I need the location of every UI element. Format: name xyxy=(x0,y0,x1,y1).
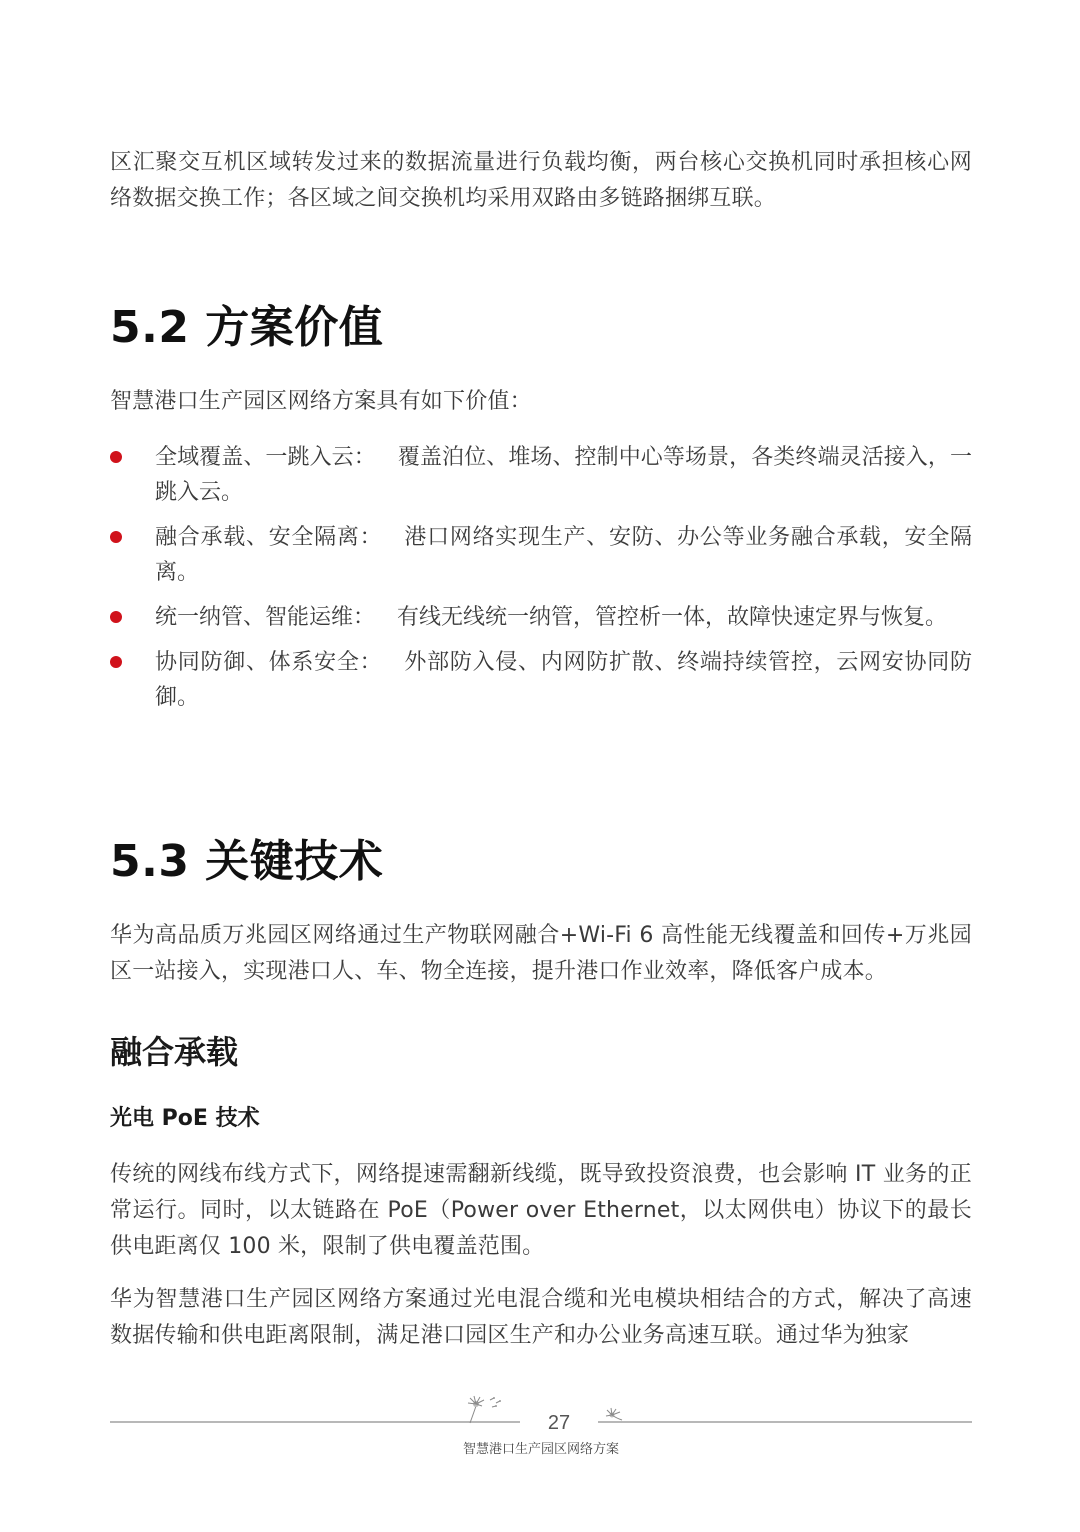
section-5-2-heading: 5.2 方案价值 xyxy=(110,302,384,353)
bullet-dot-icon xyxy=(110,451,122,463)
page-number: 27 xyxy=(547,1412,571,1434)
bullet-term: 全域覆盖、一跳入云： xyxy=(155,445,376,470)
section-5-3-heading: 5.3 关键技术 xyxy=(110,836,384,887)
bullet-item xyxy=(110,645,972,715)
bullet-item xyxy=(110,520,972,590)
bullet-text: 覆盖泊位、堆场、控制中心等场景，各类终端灵活接入，一跳入云。 xyxy=(155,445,972,505)
bullet-item xyxy=(110,440,972,510)
section-5-3-intro: 华为高品质万兆园区网络通过生产物联网融合+Wi-Fi 6 高性能无线覆盖和回传+万兆园区一站接入，实现港口人、车、物全连接，提升港口作业效率，降低客户成本。 xyxy=(110,923,972,984)
seed-icon xyxy=(602,1406,626,1422)
bullet-term: 协同防御、体系安全： xyxy=(155,650,383,675)
bullet-term: 统一纳管、智能运维： xyxy=(155,605,376,630)
bullet-item xyxy=(110,600,972,635)
poe-paragraph-1: 传统的网线布线方式下，网络提速需翻新线缆，既导致投资浪费，也会影响 IT 业务的正常运行。同时，以太链路在 PoE（Power over Ethernet，以太网供电）协议下的最长供电距离仅 100 米，限制了供电覆盖范围。 xyxy=(110,1162,972,1259)
footer-doc-title: 智慧港口生产园区网络方案 xyxy=(462,1442,619,1457)
bullet-term: 融合承载、安全隔离： xyxy=(155,525,383,550)
continuation-paragraph: 区汇聚交互机区域转发过来的数据流量进行负载均衡，两台核心交换机同时承担核心网络数据交换工作；各区域之间交换机均采用双路由多链路捆绑互联。 xyxy=(110,150,972,211)
bullet-dot-icon xyxy=(110,611,122,623)
bullet-dot-icon xyxy=(110,656,122,668)
bullet-text: 港口网络实现生产、安防、办公等业务融合承载，安全隔离。 xyxy=(155,525,972,585)
bullet-text: 外部防入侵、内网防扩散、终端持续管控，云网安协同防御。 xyxy=(155,650,972,710)
footer-rule-left xyxy=(110,1421,520,1423)
bullet-text: 有线无线统一纳管，管控析一体，故障快速定界与恢复。 xyxy=(397,605,948,630)
section-5-2-intro: 智慧港口生产园区网络方案具有如下价值： xyxy=(110,389,532,414)
dandelion-icon xyxy=(462,1394,508,1424)
subsection-heading: 融合承载 xyxy=(110,1033,239,1071)
footer-rule-right xyxy=(598,1421,972,1423)
subsubsection-heading: 光电 PoE 技术 xyxy=(110,1106,260,1131)
page-footer xyxy=(110,1390,972,1470)
poe-paragraph-2: 华为智慧港口生产园区网络方案通过光电混合缆和光电模块相结合的方式，解决了高速数据传输和供电距离限制，满足港口园区生产和办公业务高速互联。通过华为独家 xyxy=(110,1287,972,1348)
value-bullet-list xyxy=(110,440,972,725)
bullet-dot-icon xyxy=(110,531,122,543)
